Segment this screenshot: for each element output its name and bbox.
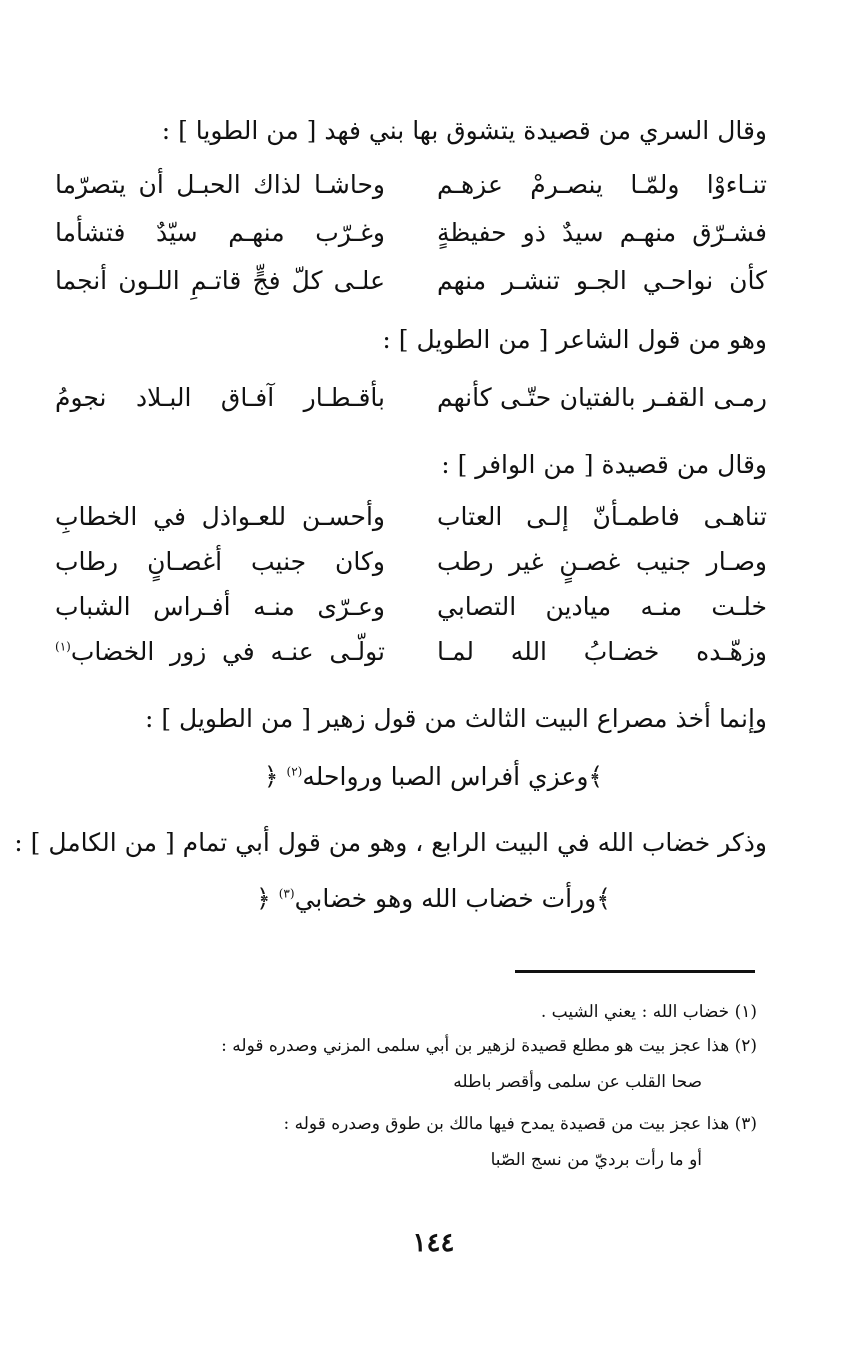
- intro-line-2: وهو من قول الشاعر [ من الطويل ] :: [382, 325, 767, 354]
- quote-text: ﴾وعزي أفراس الصبا ورواحله: [302, 762, 604, 791]
- verse-line: [55, 592, 767, 632]
- intro-line-4: وإنما أخذ مصراع البيت الثالث من قول زهير [ من الطويل ] :: [144, 704, 767, 733]
- verse-second-hemistich: وحاشـا لذاك الحبـل أن يتصرّما: [55, 170, 385, 199]
- footnote-3-verse: أو ما رأت برديّ من نسج الصّبا: [490, 1150, 702, 1170]
- footnote-1: (١) خضاب الله : يعني الشيب .: [540, 1002, 757, 1022]
- verse-second-hemistich: [55, 637, 385, 666]
- footnote-3: (٣) هذا عجز بيت من قصيدة يمدح فيها مالك بن طوق وصدره قوله :: [283, 1114, 757, 1134]
- hemistich-text: تولّـى عنـه في زور الخضاب: [70, 637, 385, 666]
- quote-text: ﴾ورأت خضاب الله وهو خضابي: [294, 884, 611, 913]
- footnote-2: (٢) هذا عجز بيت هو مطلع قصيدة لزهير بن أبي سلمى المزني وصدره قوله :: [221, 1036, 757, 1056]
- footnote-mark: (٢): [286, 764, 303, 779]
- verse-second-hemistich: وغـرّب منهـم سيّدٌ فتشأما: [55, 218, 385, 247]
- verse-first-hemistich: وزهّـده خضـابُ الله لمـا: [437, 637, 767, 666]
- verse-line: [55, 266, 767, 306]
- verse-first-hemistich: تنـاءوْا ولمّـا ينصـرمْ عزهـم: [437, 170, 767, 199]
- verse-first-hemistich: خلـت منـه ميادين التصابي: [437, 592, 767, 621]
- verse-line: [55, 218, 767, 258]
- verse-second-hemistich: بأقـطـار آفـاق البـلاد نجومُ: [55, 383, 385, 412]
- footnote-divider: [515, 970, 755, 973]
- verse-line: [55, 547, 767, 587]
- footnote-2-verse: صحا القلب عن سلمى وأقصر باطله: [453, 1072, 702, 1092]
- quote-end: ﴿: [256, 884, 271, 913]
- quoted-hemistich: [0, 762, 867, 791]
- verse-line: [55, 502, 767, 542]
- page-number: ١٤٤: [412, 1228, 455, 1258]
- verse-line: [55, 170, 767, 210]
- intro-line-5: وذكر خضاب الله في البيت الرابع ، وهو من قول أبي تمام [ من الكامل ] :: [14, 828, 767, 857]
- verse-line: [55, 383, 767, 423]
- verse-second-hemistich: وأحسـن للعـواذل في الخطابِ: [55, 502, 385, 531]
- verse-first-hemistich: وصـار جنيب غصـنٍ غير رطب: [437, 547, 767, 576]
- verse-first-hemistich: كأن نواحـي الجـو تنشـر منهم: [437, 266, 767, 295]
- verse-second-hemistich: وعـرّى منـه أفـراس الشباب: [55, 592, 385, 621]
- verse-second-hemistich: وكان جنيب أغصـانٍ رطاب: [55, 547, 385, 576]
- verse-first-hemistich: رمـى القفـر بالفتيان حتّـى كأنهم: [437, 383, 767, 412]
- footnote-mark: (١): [55, 639, 71, 654]
- quoted-hemistich: [0, 884, 867, 913]
- footnote-mark: (٣): [278, 886, 295, 901]
- verse-second-hemistich: علـى كلّ فجٍّ قاتـمِ اللـون أنجما: [55, 266, 385, 295]
- verse-first-hemistich: تناهـى فاطمـأنّ إلـى العتاب: [437, 502, 767, 531]
- verse-first-hemistich: فشـرّق منهـم سيدٌ ذو حفيظةٍ: [437, 218, 767, 247]
- intro-line-1: وقال السري من قصيدة يتشوق بها بني فهد [ من الطويا ] :: [161, 116, 767, 145]
- verse-line: [55, 637, 767, 677]
- intro-line-3: وقال من قصيدة [ من الوافر ] :: [441, 450, 767, 479]
- quote-end: ﴿: [263, 762, 279, 791]
